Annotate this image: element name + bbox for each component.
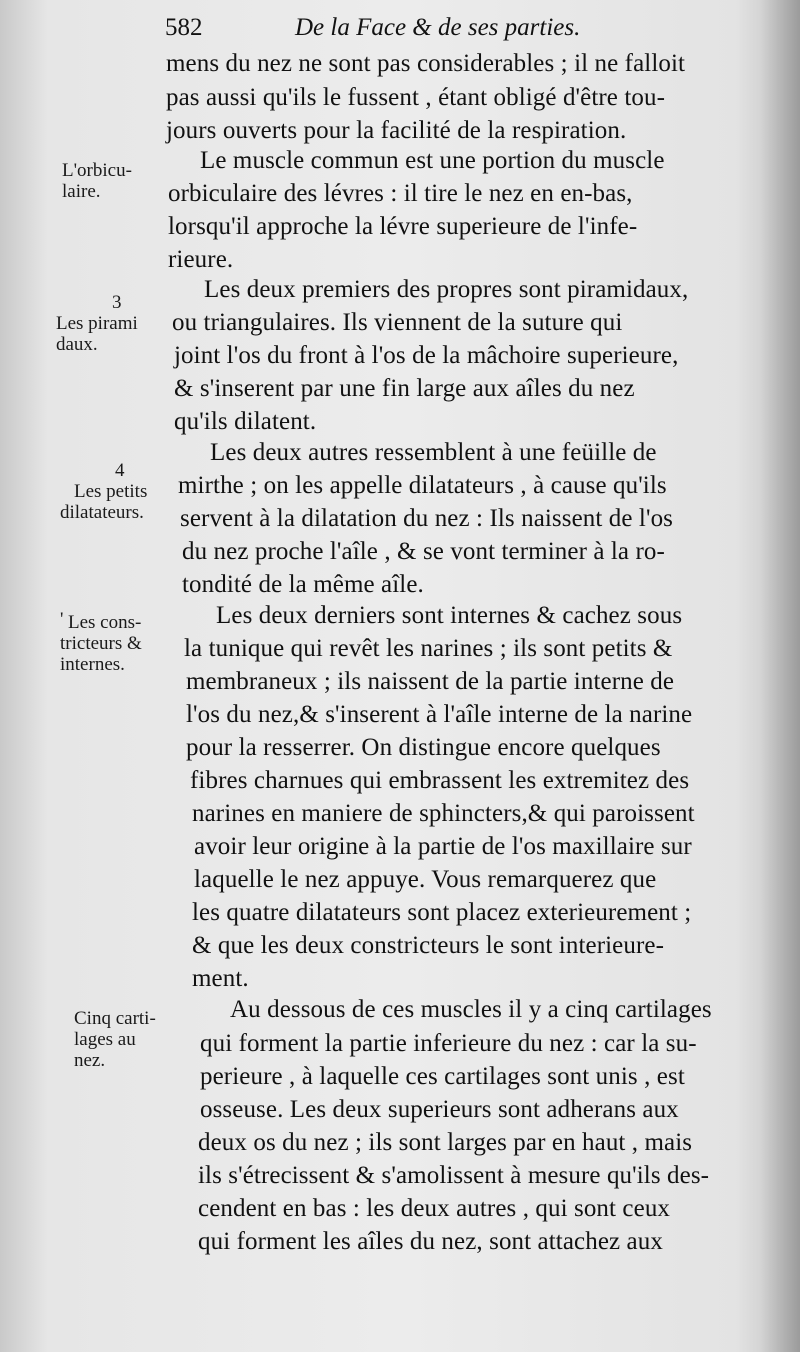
body-text-line: ou triangulaires. Ils viennent de la suture qui bbox=[172, 309, 623, 336]
margin-note-line: daux. bbox=[56, 334, 98, 355]
margin-note-constricteurs bbox=[60, 609, 142, 675]
body-text-line: du nez proche l'aîle , & se vont terminer à la ro- bbox=[182, 538, 665, 565]
body-text-line: cendent en bas : les deux autres , qui sont ceux bbox=[198, 1195, 671, 1222]
body-text-line: mirthe ; on les appelle dilatateurs , à cause qu'ils bbox=[178, 472, 667, 499]
body-text-line: perieure , à laquelle ces cartilages sont unis , est bbox=[200, 1063, 685, 1090]
margin-note-line: Les pirami bbox=[56, 313, 138, 334]
margin-note-number: 3 bbox=[112, 292, 122, 313]
body-text-line: Au dessous de ces muscles il y a cinq cartilages bbox=[230, 996, 712, 1023]
margin-note-number: ' bbox=[60, 609, 64, 630]
margin-note-line: laire. bbox=[62, 181, 101, 202]
body-text-line: Les deux autres ressemblent à une feüille de bbox=[210, 439, 657, 466]
margin-note-line: Les cons- bbox=[68, 612, 142, 633]
body-text-line: tondité de la même aîle. bbox=[182, 571, 424, 598]
body-text-line: deux os du nez ; ils sont larges par en haut , mais bbox=[198, 1129, 693, 1156]
margin-note-line: Cinq carti- bbox=[74, 1008, 156, 1029]
body-text-line: les quatre dilatateurs sont placez exterieurement ; bbox=[192, 899, 692, 926]
body-text-line: la tunique qui revêt les narines ; ils sont petits & bbox=[184, 635, 673, 662]
margin-note-line: tricteurs & bbox=[60, 633, 142, 654]
page-number: 582 bbox=[165, 14, 203, 41]
body-text-line: Les deux premiers des propres sont piramidaux, bbox=[204, 276, 689, 303]
margin-note-line: dilatateurs. bbox=[60, 502, 144, 523]
body-text-line: ment. bbox=[192, 965, 249, 992]
body-text-line: laquelle le nez appuye. Vous remarquerez que bbox=[194, 866, 657, 893]
margin-note-dilatateurs bbox=[60, 460, 147, 523]
body-text-line: fibres charnues qui embrassent les extremitez des bbox=[190, 767, 690, 794]
body-text-line: qui forment les aîles du nez, sont attachez aux bbox=[198, 1228, 663, 1255]
body-text-line: avoir leur origine à la partie de l'os maxillaire sur bbox=[194, 833, 692, 860]
body-text-line: jours ouverts pour la facilité de la respiration. bbox=[166, 117, 627, 144]
margin-note-line: internes. bbox=[60, 654, 125, 675]
margin-note-number: 4 bbox=[115, 460, 125, 481]
body-text-line: joint l'os du front à l'os de la mâchoire superieure, bbox=[174, 342, 679, 369]
body-text-line: qu'ils dilatent. bbox=[174, 408, 317, 435]
body-text-line: Les deux derniers sont internes & cachez sous bbox=[216, 602, 683, 629]
body-text-line: pas aussi qu'ils le fussent , étant obligé d'être tou- bbox=[166, 84, 666, 111]
margin-note-piramidaux bbox=[56, 292, 138, 355]
body-text-line: orbiculaire des lévres : il tire le nez en en-bas, bbox=[168, 180, 633, 207]
body-text-line: narines en maniere de sphincters,& qui paroissent bbox=[192, 800, 695, 827]
body-text-line: osseuse. Les deux superieurs sont adherans aux bbox=[200, 1096, 679, 1123]
body-text-line: lorsqu'il approche la lévre superieure de l'infe- bbox=[168, 213, 638, 240]
running-title: De la Face & de ses parties. bbox=[295, 14, 581, 41]
margin-note-orbiculaire bbox=[62, 160, 132, 202]
body-text-line: Le muscle commun est une portion du muscle bbox=[200, 147, 665, 174]
body-text-line: l'os du nez,& s'inserent à l'aîle interne de la narine bbox=[186, 701, 693, 728]
body-text-line: ils s'étrecissent & s'amolissent à mesure qu'ils des- bbox=[198, 1162, 710, 1189]
margin-note-line: L'orbicu- bbox=[62, 160, 132, 181]
margin-note-cartilages bbox=[74, 1008, 156, 1071]
margin-note-line: lages au bbox=[74, 1029, 136, 1050]
body-text-line: & s'inserent par une fin large aux aîles du nez bbox=[174, 375, 635, 402]
body-text-line: qui forment la partie inferieure du nez : car la su- bbox=[200, 1030, 697, 1057]
margin-note-line: Les petits bbox=[74, 481, 148, 502]
margin-note-line: nez. bbox=[74, 1050, 106, 1071]
page-gutter-shadow bbox=[760, 0, 800, 1352]
running-header bbox=[165, 14, 765, 48]
body-text-line: mens du nez ne sont pas considerables ; il ne falloit bbox=[166, 50, 686, 77]
body-text-line: rieure. bbox=[168, 246, 234, 273]
body-text-line: & que les deux constricteurs le sont interieure- bbox=[192, 932, 665, 959]
body-text-line: membraneux ; ils naissent de la partie interne de bbox=[186, 668, 675, 695]
body-text-line: servent à la dilatation du nez : Ils naissent de l'os bbox=[180, 505, 674, 532]
body-text-line: pour la resserrer. On distingue encore quelques bbox=[186, 734, 661, 761]
